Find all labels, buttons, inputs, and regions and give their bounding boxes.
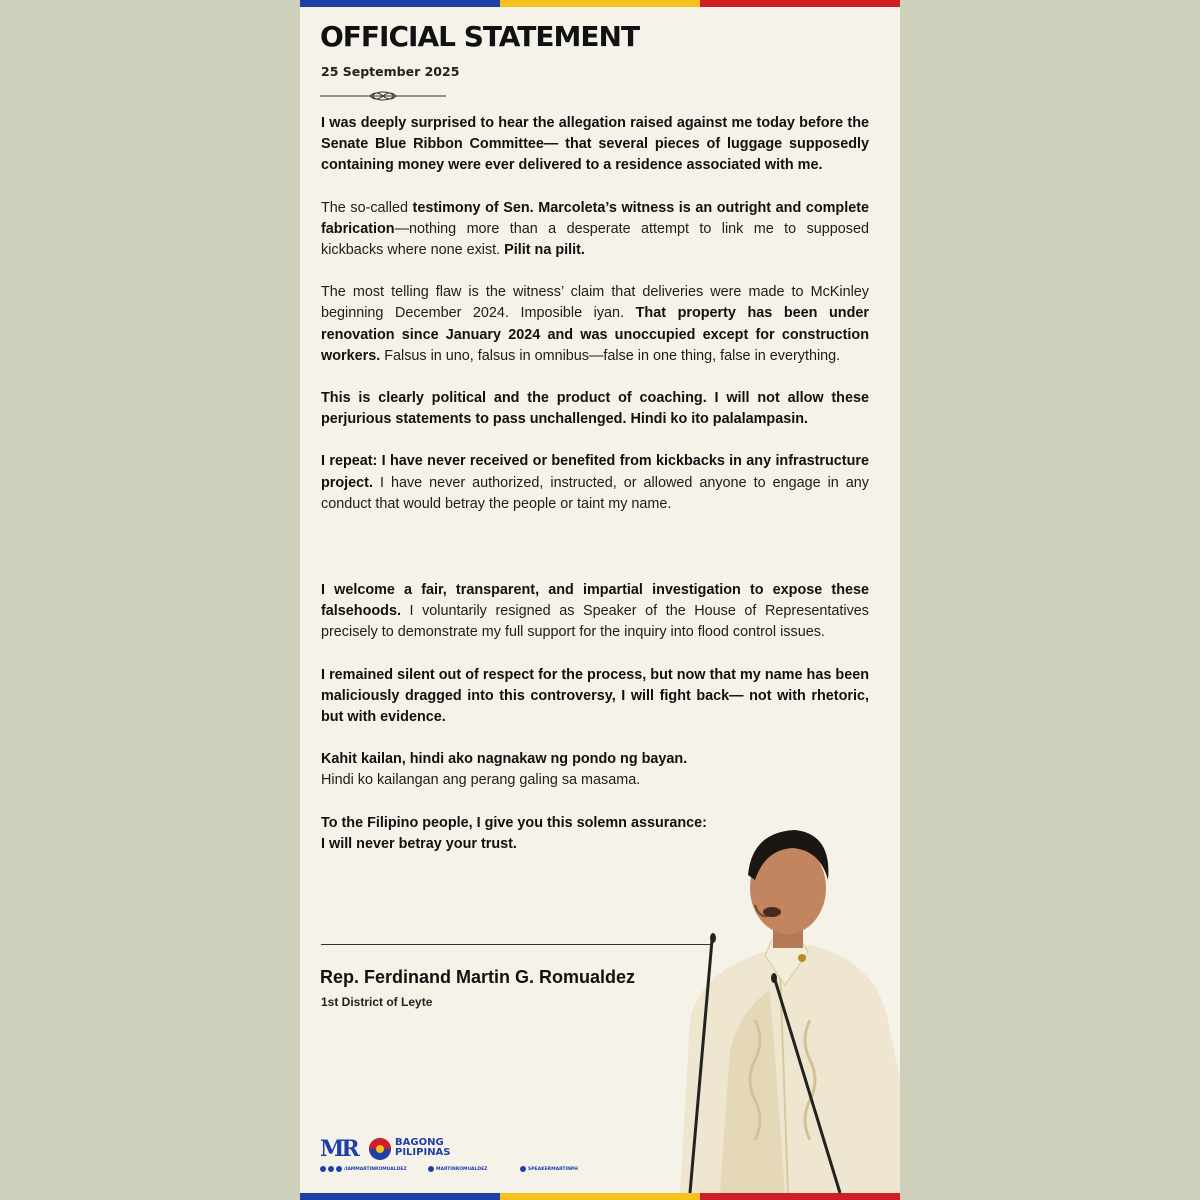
text-run: I have never authorized, instructed, or allowed anyone to engage in any conduct that would betray the people or taint my name. bbox=[321, 474, 869, 512]
paragraph bbox=[321, 113, 869, 177]
instagram-icon bbox=[328, 1166, 334, 1172]
social-tiktok[interactable] bbox=[520, 1166, 578, 1172]
paragraph bbox=[321, 198, 869, 262]
statement-poster bbox=[300, 0, 900, 1200]
text-run: The so-called bbox=[321, 199, 413, 216]
x-icon bbox=[428, 1166, 434, 1172]
social-x[interactable] bbox=[428, 1166, 487, 1172]
threads-icon bbox=[336, 1166, 342, 1172]
bold-text-run: I welcome a fair, transparent, and impartial investigation to expose these falsehoods. bbox=[321, 582, 869, 620]
speaker-portrait-icon bbox=[660, 820, 900, 1193]
signature-line bbox=[321, 944, 711, 945]
paragraph bbox=[321, 665, 869, 729]
text-run: —nothing more than a desperate attempt to link me to supposed kickbacks where none exist. bbox=[321, 220, 869, 259]
text-run: I voluntarily resigned as Speaker of the House of Representatives precisely to demonstrate my full support for the inquiry into flood control issues. bbox=[321, 603, 869, 641]
tiktok-icon bbox=[520, 1166, 526, 1172]
social-handle-3: SPEAKERMARTINPH bbox=[528, 1166, 578, 1172]
bottom-flag-stripe bbox=[300, 1193, 900, 1200]
text-run: Falsus in uno, falsus in omnibus—false in one thing, false in everything. bbox=[380, 347, 841, 364]
social-facebook[interactable] bbox=[320, 1166, 407, 1172]
social-handle-1: /IAMMARTINROMUALDEZ bbox=[344, 1166, 407, 1172]
bold-text-run: I repeat: I have never received or benefited from kickbacks in any infrastructure project. bbox=[321, 453, 869, 491]
closing-line-1: Kahit kailan, hindi ako nagnakaw ng pondo ng bayan. bbox=[321, 751, 688, 768]
text-run: The most telling flaw is the witness’ claim that deliveries were made to McKinley beginning December 2024. Imposible iyan. bbox=[321, 284, 869, 322]
paragraph bbox=[321, 388, 869, 430]
bagong-label: BAGONG bbox=[395, 1137, 444, 1148]
signatory-district: 1st District of Leyte bbox=[321, 995, 433, 1009]
bold-text-run: I was deeply surprised to hear the allegation raised against me today before the Senate Blue Ribbon Committee— that several pieces of luggage supposedly containing money were ever delivered to a residence associated with me. bbox=[321, 115, 869, 174]
bagong-pilipinas-text bbox=[395, 1138, 451, 1158]
statement-body bbox=[321, 113, 869, 876]
pilipinas-label: PILIPINAS bbox=[395, 1147, 451, 1158]
paragraph bbox=[321, 580, 869, 644]
closing-line-3: To the Filipino people, I give you this solemn assurance: bbox=[321, 814, 707, 831]
page-title: OFFICIAL STATEMENT bbox=[320, 20, 640, 53]
facebook-icon bbox=[320, 1166, 326, 1172]
bold-text-run: Pilit na pilit. bbox=[504, 242, 585, 259]
social-handle-2: MARTINROMUALDEZ bbox=[436, 1166, 488, 1172]
bold-text-run: testimony of Sen. Marcoleta’s witness is an outright and complete fabrication bbox=[321, 199, 869, 237]
closing-paragraph-1 bbox=[321, 749, 869, 791]
closing-line-4: I will never betray your trust. bbox=[321, 835, 517, 852]
top-flag-stripe bbox=[300, 0, 900, 7]
bold-text-run: That property has been under renovation since January 2024 and was unoccupied except for construction workers. bbox=[321, 305, 869, 364]
statement-date: 25 September 2025 bbox=[321, 64, 460, 79]
bagong-pilipinas-logo-icon bbox=[366, 1136, 394, 1162]
mr-logo: MR bbox=[320, 1136, 357, 1162]
signatory-name: Rep. Ferdinand Martin G. Romualdez bbox=[320, 967, 636, 987]
bold-text-run: I remained silent out of respect for the process, but now that my name has been maliciously dragged into this controversy, I will fight back— not with rhetoric, but with evidence. bbox=[321, 666, 869, 726]
closing-line-2: Hindi ko kailangan ang perang galing sa masama. bbox=[321, 772, 641, 789]
paragraph bbox=[321, 282, 869, 367]
bold-text-run: This is clearly political and the product of coaching. I will not allow these perjurious statements to pass unchallenged. Hindi ko ito palalampasin. bbox=[321, 390, 869, 428]
ornament-divider-icon bbox=[320, 88, 446, 104]
paragraph bbox=[321, 451, 869, 515]
